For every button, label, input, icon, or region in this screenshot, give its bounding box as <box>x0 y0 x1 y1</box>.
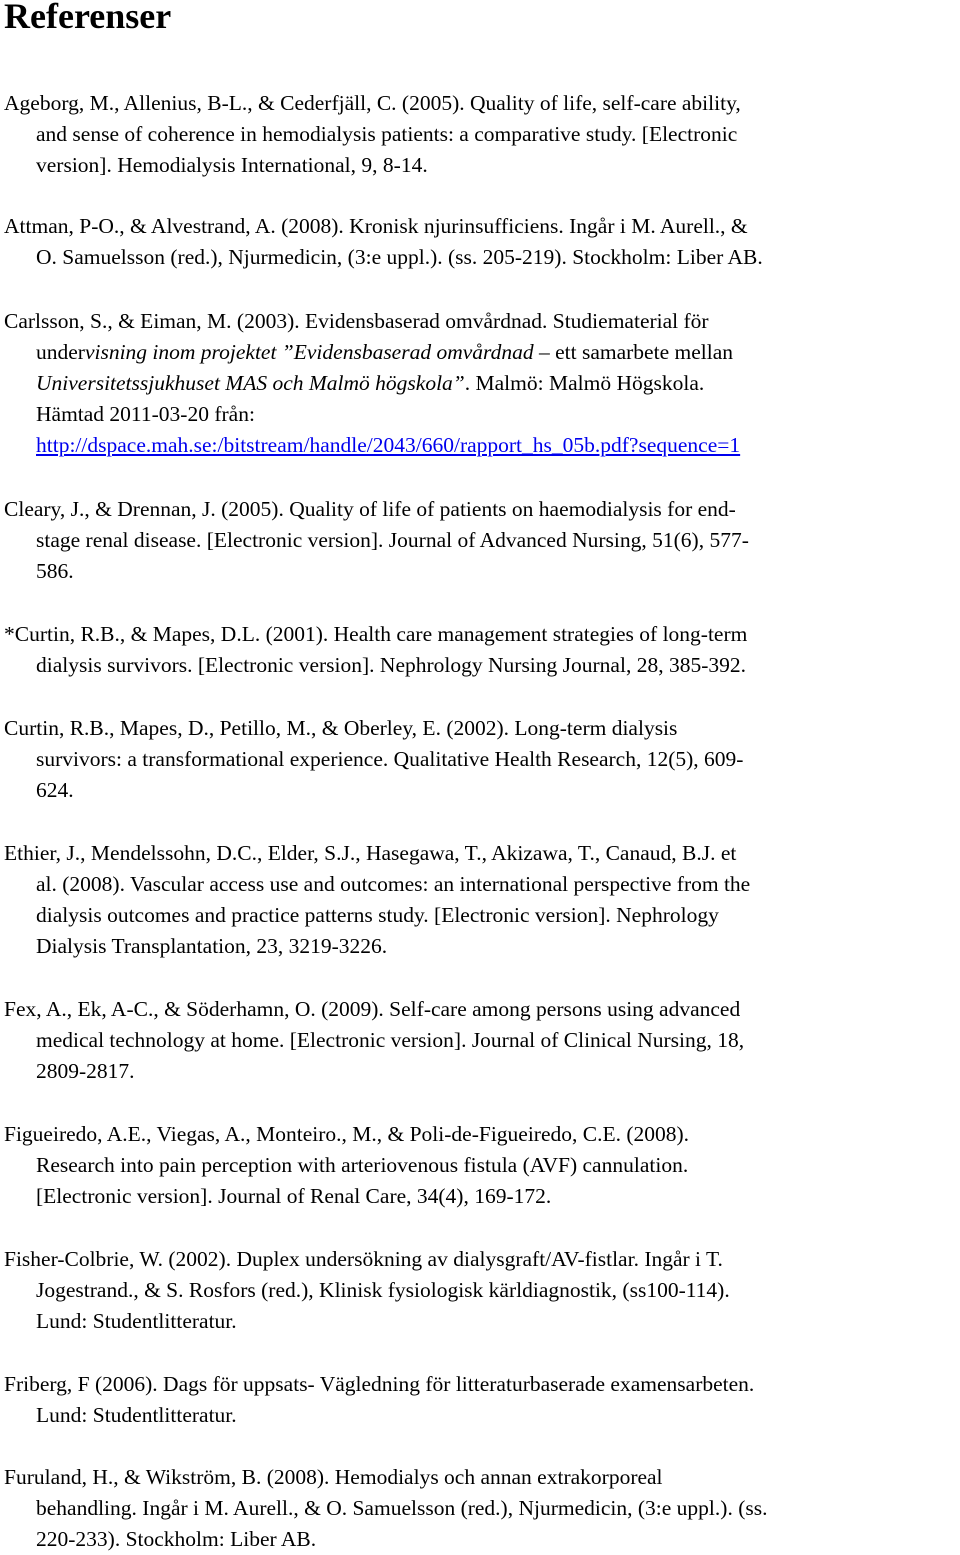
reference-line: 2809-2817. <box>36 1059 135 1083</box>
reference-entry <box>4 1369 956 1431</box>
reference-line: 624. <box>36 778 74 802</box>
reference-line <box>4 368 956 399</box>
reference-entry <box>4 494 956 587</box>
reference-text: – ett samarbete mellan <box>533 340 733 364</box>
reference-line: Dialysis Transplantation, 23, 3219-3226. <box>36 934 388 958</box>
reference-line: Jogestrand., & S. Rosfors (red.), Klinisk fysiologisk kärldiagnostik, (ss100-114). <box>36 1278 730 1302</box>
reference-line: Cleary, J., & Drennan, J. (2005). Quality of life of patients on haemodialysis for end- <box>4 497 736 521</box>
reference-line: Ageborg, M., Allenius, B-L., & Cederfjäll, C. (2005). Quality of life, self-care ability, <box>4 91 741 115</box>
reference-line: Lund: Studentlitteratur. <box>36 1403 237 1427</box>
reference-line: version]. Hemodialysis International, 9, 8-14. <box>36 153 428 177</box>
reference-line: Friberg, F (2006). Dags för uppsats- Vägledning för litteraturbaserade examensarbeten. <box>4 1372 755 1396</box>
reference-entry <box>4 713 956 806</box>
reference-line <box>4 337 956 368</box>
reference-line: Hämtad 2011-03-20 från: <box>36 402 255 426</box>
reference-entry <box>4 994 956 1087</box>
reference-line: dialysis survivors. [Electronic version]. Nephrology Nursing Journal, 28, 385-392. <box>36 653 746 677</box>
reference-italic-text: visning inom projektet ”Evidensbaserad omvårdnad <box>84 340 534 364</box>
reference-line: *Curtin, R.B., & Mapes, D.L. (2001). Health care management strategies of long-term <box>4 622 748 646</box>
reference-entry <box>4 1244 956 1337</box>
reference-line: Lund: Studentlitteratur. <box>36 1309 237 1333</box>
reference-line: and sense of coherence in hemodialysis patients: a comparative study. [Electronic <box>36 122 738 146</box>
reference-line: dialysis outcomes and practice patterns study. [Electronic version]. Nephrology <box>36 903 719 927</box>
reference-line: survivors: a transformational experience. Qualitative Health Research, 12(5), 609- <box>36 747 744 771</box>
reference-url-link[interactable]: http://dspace.mah.se:/bitstream/handle/2043/660/rapport_hs_05b.pdf?sequence=1 <box>36 433 741 457</box>
reference-text: under <box>36 340 85 364</box>
reference-line: behandling. Ingår i M. Aurell., & O. Samuelsson (red.), Njurmedicin, (3:e uppl.). (ss. <box>36 1496 768 1520</box>
reference-line: Fisher-Colbrie, W. (2002). Duplex undersökning av dialysgraft/AV-fistlar. Ingår i T. <box>4 1247 723 1271</box>
reference-line: Curtin, R.B., Mapes, D., Petillo, M., & Oberley, E. (2002). Long-term dialysis <box>4 716 678 740</box>
reference-line: stage renal disease. [Electronic version]. Journal of Advanced Nursing, 51(6), 577- <box>36 528 749 552</box>
reference-line <box>4 430 956 461</box>
reference-entry <box>4 306 956 461</box>
reference-line: Carlsson, S., & Eiman, M. (2003). Evidensbaserad omvårdnad. Studiematerial för <box>4 309 709 333</box>
reference-line: 586. <box>36 559 74 583</box>
reference-line: 220-233). Stockholm: Liber AB. <box>36 1527 317 1551</box>
reference-entry <box>4 1119 956 1212</box>
reference-line: Ethier, J., Mendelssohn, D.C., Elder, S.J., Hasegawa, T., Akizawa, T., Canaud, B.J. et <box>4 841 737 865</box>
reference-text: . Malmö: Malmö Högskola. <box>464 371 705 395</box>
reference-line: Figueiredo, A.E., Viegas, A., Monteiro., M., & Poli-de-Figueiredo, C.E. (2008). <box>4 1122 690 1146</box>
reference-entry <box>4 88 956 181</box>
reference-line: Research into pain perception with arteriovenous fistula (AVF) cannulation. <box>36 1153 689 1177</box>
reference-line: Attman, P-O., & Alvestrand, A. (2008). Kronisk njurinsufficiens. Ingår i M. Aurell., & <box>4 214 748 238</box>
reference-line: Furuland, H., & Wikström, B. (2008). Hemodialys och annan extrakorporeal <box>4 1465 663 1489</box>
page-title: Referenser <box>4 0 172 36</box>
reference-line: medical technology at home. [Electronic version]. Journal of Clinical Nursing, 18, <box>36 1028 745 1052</box>
reference-italic-text: Universitetssjukhuset MAS och Malmö högskola” <box>36 371 465 395</box>
reference-entry <box>4 838 956 962</box>
reference-entry <box>4 619 956 681</box>
reference-line: al. (2008). Vascular access use and outcomes: an international perspective from the <box>36 872 751 896</box>
reference-entry <box>4 1462 956 1555</box>
reference-line: Fex, A., Ek, A-C., & Söderhamn, O. (2009). Self-care among persons using advanced <box>4 997 741 1021</box>
reference-entry <box>4 211 956 273</box>
reference-line: O. Samuelsson (red.), Njurmedicin, (3:e uppl.). (ss. 205-219). Stockholm: Liber AB. <box>36 245 763 269</box>
reference-line: [Electronic version]. Journal of Renal Care, 34(4), 169-172. <box>36 1184 552 1208</box>
